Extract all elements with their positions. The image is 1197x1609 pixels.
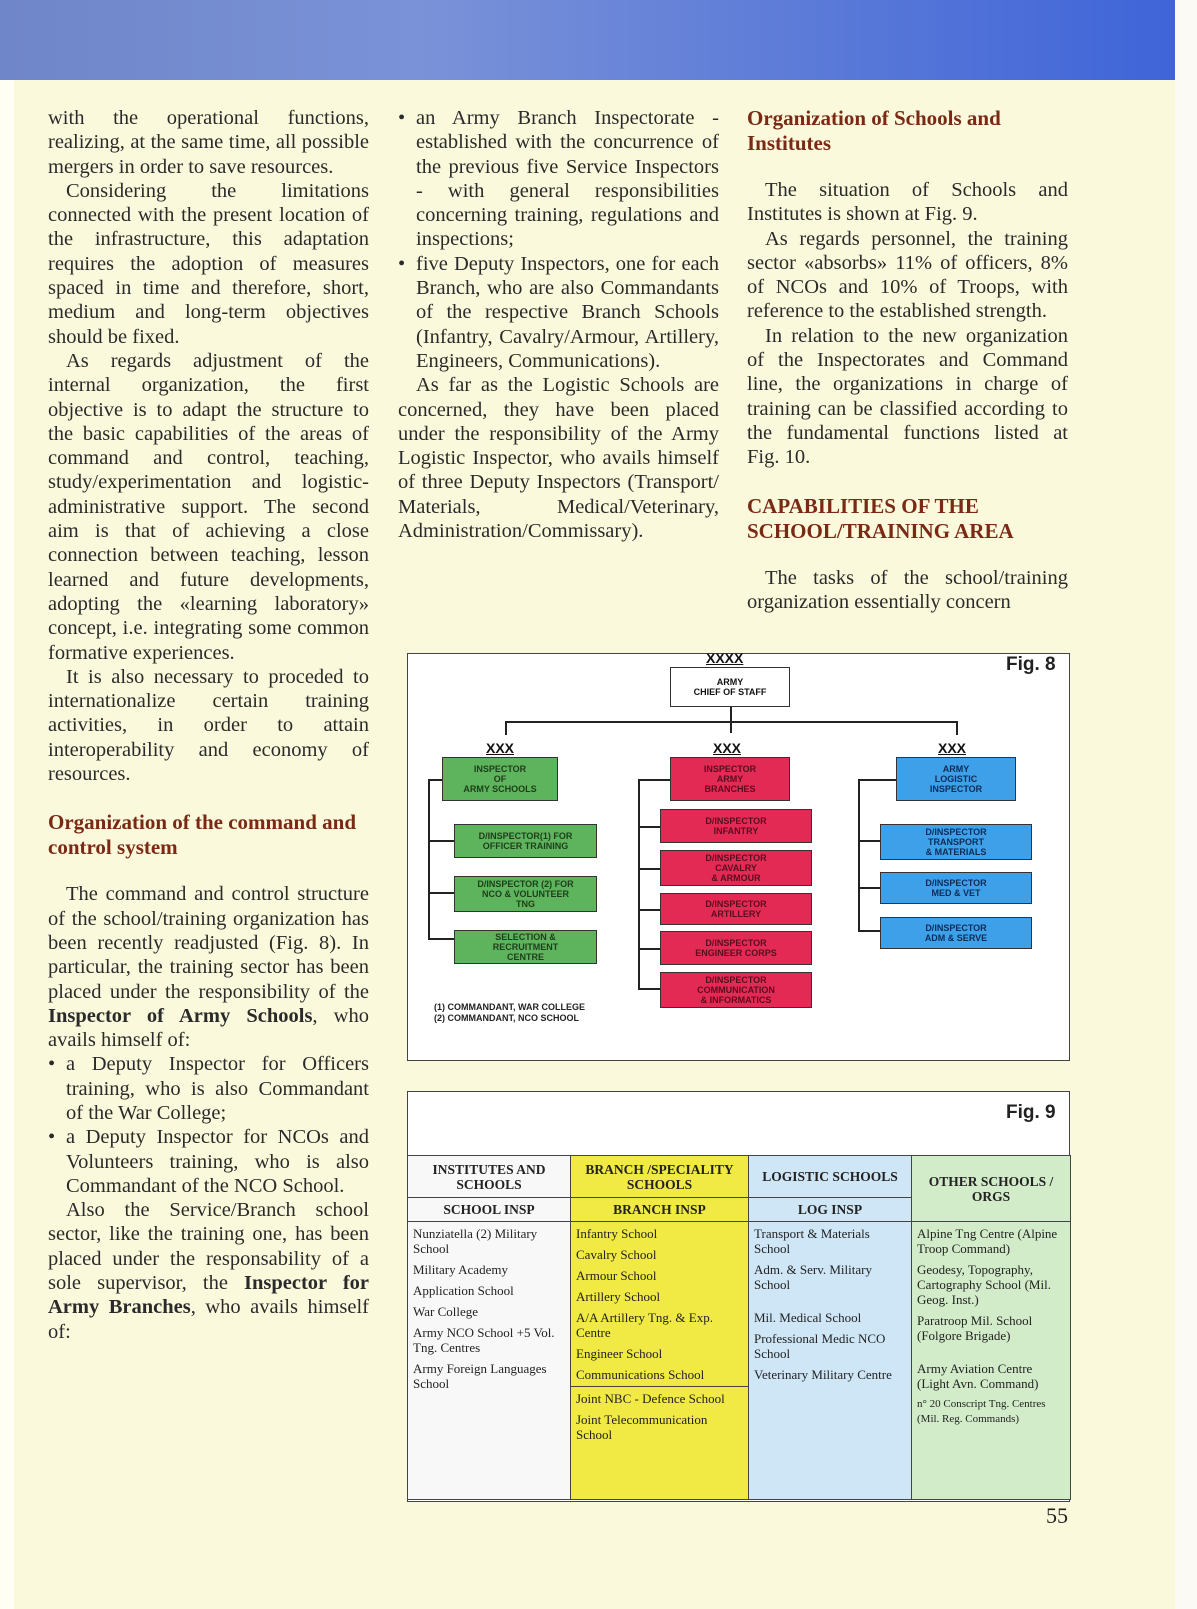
list-item: Military Academy [413,1262,508,1277]
paragraph-text: , who avails himself of: [48,1004,369,1052]
connector [858,930,880,932]
figure-label: Fig. 8 [1006,654,1056,675]
deputy-engineer-box: D/INSPECTOR ENGINEER CORPS [660,931,812,965]
rank-marker: XXXX [706,650,744,666]
connector [638,868,660,870]
connector [730,707,732,733]
section-heading: Organization of Schools and Institutes [747,106,1001,155]
column-subheader: LOG INSP [749,1198,912,1222]
connector [638,988,660,990]
list-item: Professional Medic NCO School [754,1331,886,1361]
paragraph: As regards adjustment of the internal organization, the first objective is to adapt the structure to the basic capabilities of the areas of command and control, teaching, study/experimentation and logistic-administrative support. The second aim is that of achieving a close connection between teaching, lesson learned and future developments, adopting the «learning laboratory» concept, i.e. integrating some common formative experiences. [48,349,369,664]
list-item: Adm. & Serv. Military School [754,1262,872,1292]
page-number: 55 [1046,1503,1068,1528]
connector [638,948,660,950]
rank-marker: XXX [938,740,967,756]
connector [428,892,454,894]
deputy-cavalry-armour-box: D/INSPECTOR CAVALRY & ARMOUR [660,850,812,886]
column-header: LOGISTIC SCHOOLS [749,1156,912,1198]
column-subheader: SCHOOL INSP [408,1198,571,1222]
branch-group [571,1222,748,1387]
paragraph: The situation of Schools and Institutes is shown at Fig. 9. [747,179,1068,226]
list-item: A/A Artillery Tng. & Exp. Centre [576,1310,713,1340]
logistic-schools-cell [749,1222,912,1500]
column-header: INSTITUTES AND SCHOOLS [408,1156,571,1198]
list-item: Army Aviation Centre (Light Avn. Command) [917,1361,1039,1391]
paragraph-text: Also the Service/Branch school sector, like the training one, has been placed under the responsability of a sole supervisor, the [48,1199,369,1295]
column-header: BRANCH /SPECIALITY SCHOOLS [571,1156,749,1198]
connector [858,840,880,842]
list-item: • a Deputy Inspector for NCOs and Volunteers training, who is also Commandant of the NCO School. [48,1125,369,1198]
list-item: Mil. Medical School [754,1310,862,1325]
text-column-2 [398,106,719,543]
deputy-infantry-box: D/INSPECTOR INFANTRY [660,809,812,843]
paragraph: Considering the limitations connected with the present location of the infrastructure, this adaptation requires the adoption of measures spaced in time and therefore, short, medium and long-term objectives should be fixed. [48,179,369,348]
deputy-med-vet-box: D/INSPECTOR MED & VET [880,872,1032,904]
connector [956,721,958,735]
connector [858,779,860,931]
list-item: n° 20 Conscript Tng. Centres (Mil. Reg. Commands) [917,1398,1046,1425]
top-color-banner [0,0,1197,80]
list-item: Application School [413,1283,514,1298]
paragraph-text: The command and control structure of the school/training organization has been recently readjusted (Fig. 8). In particular, the training sector has been placed under the responsibility of the [48,883,369,1003]
schools-table-figure [407,1091,1070,1502]
paragraph: As far as the Logistic Schools are concerned, they have been placed under the responsibility of the Army Logistic Inspector, who avails himself of three Deputy Inspectors (Transport/ Materials, Medical/Veterinary, Administration/Commissary). [398,374,719,543]
connector [638,909,660,911]
connector [505,721,957,723]
connector [505,721,507,735]
bullet-list [48,1052,369,1198]
deputy-artillery-box: D/INSPECTOR ARTILLERY [660,893,812,925]
paragraph [48,882,369,1052]
connector [638,779,670,781]
footnote: (1) COMMANDANT, WAR COLLEGE [434,1002,585,1012]
footnote: (2) COMMANDANT, NCO SCHOOL [434,1013,579,1023]
connector [858,887,880,889]
list-item: Cavalry School [576,1247,657,1262]
list-item: • five Deputy Inspectors, one for each Branch, who are also Commandants of the respective Branch Schools (Infantry, Cavalry/Armour, Artillery, Engineers, Communications). [398,252,719,373]
schools-table [407,1155,1071,1500]
branch-schools-cell [571,1222,749,1500]
section-heading: CAPABILITIES OF THE SCHOOL/TRAINING AREA [747,493,1014,543]
list-item: Joint NBC - Defence School [576,1391,725,1406]
org-chart-figure [407,650,1070,1061]
bullet-list [398,106,719,373]
paragraph-text: , who avails himself of: [48,1296,369,1343]
paragraph: The tasks of the school/training organization essentially concern [747,566,1068,613]
page-left-margin [0,80,14,1609]
list-item: Artillery School [576,1289,661,1304]
list-item: Veterinary Military Centre [754,1367,892,1382]
bold-term: Inspector for Army Branches [48,1272,370,1319]
column-subheader: BRANCH INSP [571,1198,749,1222]
text-column-3 [747,106,1068,614]
connector [428,779,430,939]
list-item: Joint Telecommunication School [576,1412,708,1442]
list-item: Alpine Tng Centre (Alpine Troop Command) [917,1226,1058,1256]
paragraph [48,1198,369,1344]
list-item: • a Deputy Inspector for Officers training, who is also Commandant of the War College; [48,1052,369,1125]
deputy-communication-box: D/INSPECTOR COMMUNICATION & INFORMATICS [660,972,812,1008]
list-item: Infantry School [576,1226,658,1241]
deputy-adm-serve-box: D/INSPECTOR ADM & SERVE [880,917,1032,949]
list-item: Nunziatella (2) Military School [413,1226,538,1256]
column-header: OTHER SCHOOLS / ORGS [912,1156,1071,1222]
list-item: Engineer School [576,1346,663,1361]
connector [638,826,660,828]
institutes-cell [408,1222,571,1500]
joint-group [571,1387,748,1452]
paragraph: It is also necessary to proceded to internationalize certain training activities, in order to attain interoperability and economy of resources. [48,665,369,786]
list-item: Geodesy, Topography, Cartography School (Mil. Geog. Inst.) [917,1262,1051,1307]
section-heading: Organization of the command and control system [48,810,357,860]
other-schools-cell [912,1222,1071,1500]
rank-marker: XXX [713,740,742,756]
figure-label: Fig. 9 [1006,1102,1056,1123]
connector [428,938,454,940]
connector [858,779,896,781]
deputy-transport-box: D/INSPECTOR TRANSPORT & MATERIALS [880,824,1032,860]
bold-term: Inspector of Army Schools [48,1004,313,1027]
chief-of-staff-box: ARMY CHIEF OF STAFF [670,667,790,707]
deputy-nco-training-box: D/INSPECTOR (2) FOR NCO & VOLUNTEER TNG [454,876,597,912]
connector [428,779,442,781]
list-item: Army NCO School +5 Vol. Tng. Centres [413,1325,555,1355]
deputy-officer-training-box: D/INSPECTOR(1) FOR OFFICER TRAINING [454,824,597,858]
paragraph: In relation to the new organization of the Inspectorates and Command line, the organizations in charge of training can be classified according to the fundamental functions listed at Fig. 10. [747,324,1068,469]
page-right-margin [1175,0,1197,1609]
connector [638,779,640,989]
list-item: • an Army Branch Inspectorate - established with the concurrence of the previous five Service Inspectors - with general responsibilities concerning training, regulations and inspections; [398,106,719,252]
list-item: Armour School [576,1268,657,1283]
list-item: War College [413,1304,479,1319]
rank-marker: XXX [486,740,515,756]
inspector-army-branches-box: INSPECTOR ARMY BRANCHES [670,757,790,801]
list-item: Paratroop Mil. School (Folgore Brigade) [917,1313,1033,1343]
text-column-1 [48,106,369,1344]
paragraph: with the operational functions, realizing, at the same time, all possible mergers in order to save resources. [48,107,369,178]
list-item: Transport & Materials School [754,1226,870,1256]
list-item: Communications School [576,1367,705,1382]
army-logistic-inspector-box: ARMY LOGISTIC INSPECTOR [896,757,1016,801]
connector [428,840,454,842]
inspector-army-schools-box: INSPECTOR OF ARMY SCHOOLS [442,757,558,801]
list-item: Army Foreign Languages School [413,1361,547,1391]
paragraph: As regards personnel, the training sector «absorbs» 11% of officers, 8% of NCOs and 10% of Troops, with reference to the established strength. [747,227,1068,323]
selection-recruitment-box: SELECTION & RECRUITMENT CENTRE [454,930,597,964]
